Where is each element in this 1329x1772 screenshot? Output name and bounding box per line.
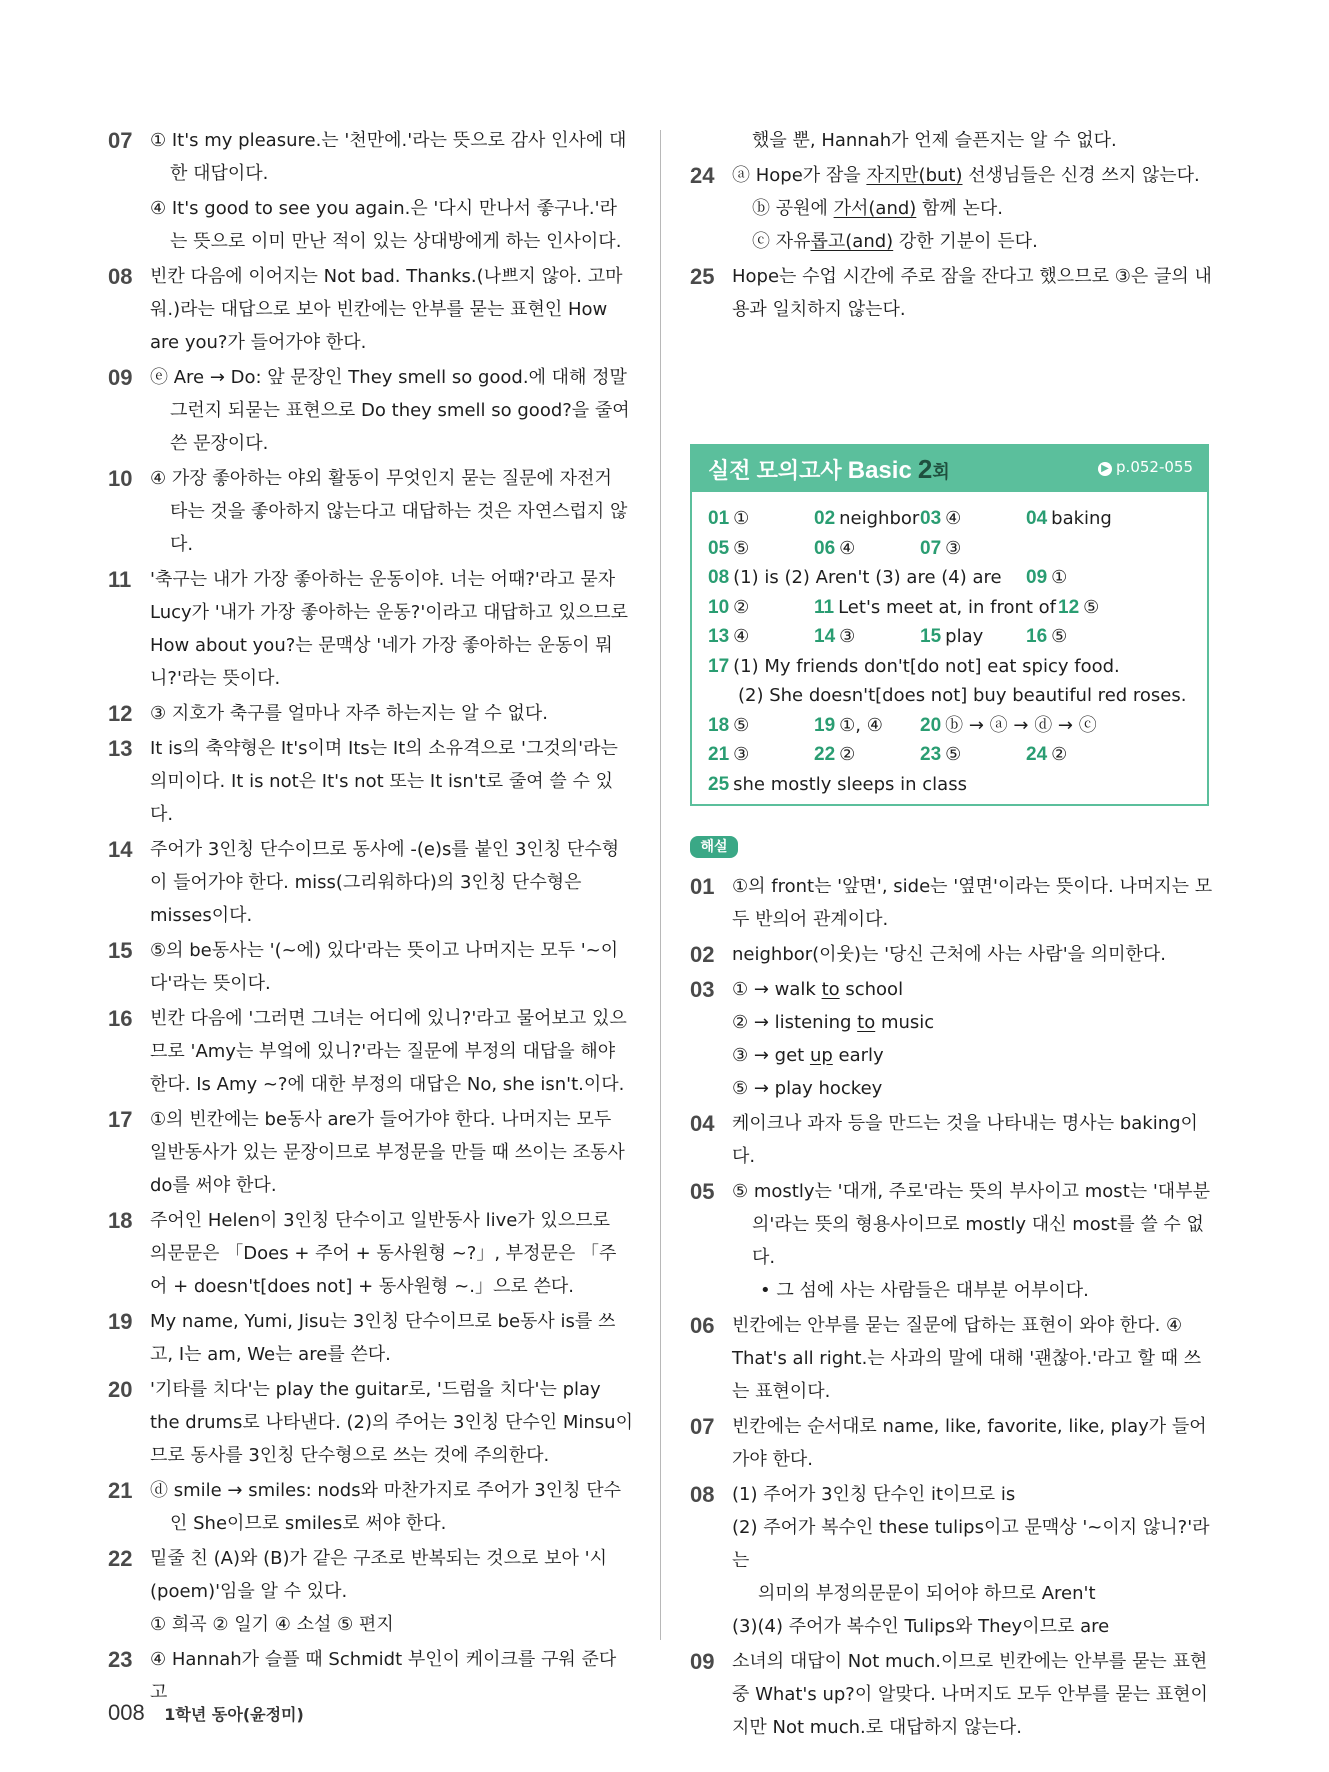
question-number: 13 (108, 736, 133, 761)
answer-item: 24 ② (1026, 744, 1068, 765)
answer-item: 05 ⑤ (708, 537, 750, 559)
question-22 (108, 1542, 633, 1641)
explanation-line: ⑤ → play hockey (732, 1078, 883, 1099)
explanation-line: ⑤ mostly는 '대개, 주로'라는 뜻의 부사이고 most는 '대부분의'라는 뜻의 형용사이므로 mostly 대신 most를 쓸 수 없다. (732, 1181, 1210, 1268)
explanation-line: ② → listening to music (732, 1012, 935, 1033)
question-number: 01 (690, 874, 715, 899)
answer-row (708, 652, 1198, 682)
question-number: 22 (108, 1546, 133, 1571)
question-25 (690, 260, 1215, 326)
answer-grid (708, 504, 1198, 799)
explanation-line: ④ 가장 좋아하는 야외 활동이 무엇인지 묻는 질문에 자전거 타는 것을 좋아하지 않는다고 대답하는 것은 자연스럽지 않다. (150, 468, 628, 555)
answer-item: 01 ① (708, 508, 750, 529)
answer-item: 06 ④ (814, 537, 856, 559)
explanation-line: ⓒ 자유롭고(and) 강한 기분이 든다. (752, 231, 1038, 252)
question-number: 12 (108, 701, 133, 726)
explanation-line: ⓔ Are → Do: 앞 문장인 They smell so good.에 대해 정말 그런지 되묻는 표현으로 Do they smell so good?을 줄여 쓴 문장이다. (150, 367, 630, 454)
answer-item: 07 ③ (920, 537, 962, 559)
explanation-line: 케이크나 과자 등을 만드는 것을 나타내는 명사는 baking이다. (732, 1113, 1198, 1167)
question-number: 23 (108, 1647, 133, 1672)
explanation-line: Hope는 수업 시간에 주로 잠을 잔다고 했으므로 ③은 글의 내용과 일치하지 않는다. (732, 266, 1212, 320)
answer-item: 02 neighbor (814, 508, 920, 529)
answer-item: 03 ④ (920, 508, 962, 529)
column-divider (660, 130, 661, 1640)
explanation-line: ④ It's good to see you again.은 '다시 만나서 좋구나.'라는 뜻으로 이미 만난 적이 있는 상대방에게 하는 인사이다. (150, 198, 622, 252)
explanation-line: 했을 뿐, Hannah가 언제 슬픈지는 알 수 없다. (752, 130, 1117, 151)
answer-item: 21 ③ (708, 744, 750, 765)
question-number: 16 (108, 1006, 133, 1031)
explanation-line: 주어인 Helen이 3인칭 단수이고 일반동사 live가 있으므로 의문문은 「Does + 주어 + 동사원형 ~?」, 부정문은 「주어 + doesn't[does not] + 동사원형 ~.」으로 쓴다. (150, 1210, 617, 1297)
question-number: 21 (108, 1478, 133, 1503)
question-14 (108, 833, 633, 932)
answer-row (708, 534, 1198, 564)
question-18 (108, 1204, 633, 1303)
question-number: 11 (108, 567, 132, 592)
question-13 (108, 732, 633, 831)
arrow-right-icon: ▶ (1098, 462, 1112, 476)
question-10 (108, 462, 633, 561)
explanations (690, 870, 1215, 1746)
answer-item: 20 ⓑ → ⓐ → ⓓ → ⓒ (920, 714, 1097, 736)
question-number: 08 (690, 1482, 715, 1507)
answer-item: 10 ② (708, 596, 750, 618)
question-number: 06 (690, 1313, 715, 1338)
question-12 (108, 697, 633, 730)
question-number: 24 (690, 163, 715, 188)
book-title: 1학년 동아(윤정미) (164, 1705, 304, 1724)
answer-key-title: 실전 모의고사 Basic 2회 (708, 454, 950, 484)
explanation-line: neighbor(이웃)는 '당신 근처에 사는 사람'을 의미한다. (732, 944, 1167, 965)
question-number: 09 (690, 1649, 715, 1674)
answer-item: 17 (1) My friends don't[do not] eat spicy food. (708, 655, 1120, 677)
explanation-line: ⓓ smile → smiles: nods와 마찬가지로 주어가 3인칭 단수인 She이므로 smiles로 써야 한다. (150, 1480, 621, 1534)
explanation-line: ① → walk to school (732, 979, 904, 1000)
question-number: 25 (690, 264, 715, 289)
explanation-line: My name, Yumi, Jisu는 3인칭 단수이므로 be동사 is를 쓰고, I는 am, We는 are를 쓴다. (150, 1311, 616, 1365)
answer-row (708, 593, 1198, 623)
question-07 (108, 124, 633, 258)
explanation-line: (1) 주어가 3인칭 단수인 it이므로 is (732, 1484, 1016, 1505)
answer-item: 14 ③ (814, 626, 856, 647)
page-number: 008 (108, 1700, 145, 1725)
explanation-line: '축구는 내가 가장 좋아하는 운동이야. 너는 어때?'라고 묻자 Lucy가 '내가 가장 좋아하는 운동?'이라고 대답하고 있으므로 How about you?는 문맥상 '네가 가장 좋아하는 운동이 뭐니?'라는 뜻이다. (150, 569, 628, 689)
question-number: 14 (108, 837, 133, 862)
question-number: 05 (690, 1179, 715, 1204)
explanation-line: ①의 빈칸에는 be동사 are가 들어가야 한다. 나머지는 모두 일반동사가 있는 문장이므로 부정문을 만들 때 쓰이는 조동사 do를 써야 한다. (150, 1109, 625, 1196)
question-number: 10 (108, 466, 133, 491)
answer-key-header (690, 444, 1209, 492)
explanation-line: 주어가 3인칭 단수이므로 동사에 -(e)s를 붙인 3인칭 단수형이 들어가야 한다. miss(그리워하다)의 3인칭 단수형은 misses이다. (150, 839, 620, 926)
answer-item: 16 ⑤ (1026, 626, 1068, 647)
question-09 (108, 361, 633, 460)
question-number: 15 (108, 938, 133, 963)
explanation-line: ⓐ Hope가 잠을 자지만(but) 선생님들은 신경 쓰지 않는다. (732, 165, 1200, 186)
explanation-line: 빈칸 다음에 '그러면 그녀는 어디에 있니?'라고 물어보고 있으므로 'Amy는 부엌에 있니?'라는 질문에 부정의 대답을 해야 한다. Is Amy ~?에 대한 부정의 대답은 No, she isn't.이다. (150, 1008, 627, 1095)
explanation-02 (690, 938, 1215, 971)
answer-item: 23 ⑤ (920, 744, 962, 765)
explanation-line: It is의 축약형은 It's이며 Its는 It의 소유격으로 '그것의'라는 의미이다. It is not은 It's not 또는 It isn't로 줄여 쓸 수 있다. (150, 738, 618, 825)
explanation-line: 빈칸에는 순서대로 name, like, favorite, like, play가 들어가야 한다. (732, 1416, 1207, 1470)
question-24 (690, 159, 1215, 258)
question-number: 18 (108, 1208, 133, 1233)
explanation-line: 빈칸에는 안부를 묻는 질문에 답하는 표현이 와야 한다. ④ That's all right.는 사과의 말에 대해 '괜찮아.'라고 할 때 쓰는 표현이다. (732, 1315, 1202, 1402)
explanation-09 (690, 1645, 1215, 1744)
page-range: ▶ p.052-055 (1098, 458, 1193, 476)
explanation-line: ③ 지호가 축구를 얼마나 자주 하는지는 알 수 없다. (150, 703, 549, 724)
answer-row (708, 622, 1198, 652)
explanation-04 (690, 1107, 1215, 1173)
answer-item: 19 ①, ④ (814, 714, 883, 736)
answer-item: 08 (1) is (2) Aren't (3) are (4) are (708, 567, 1002, 588)
question-number: 08 (108, 264, 133, 289)
question-number: 04 (690, 1111, 715, 1136)
answer-item: (2) She doesn't[does not] buy beautiful red roses. (738, 685, 1187, 706)
answer-row (708, 681, 1198, 711)
answer-row (708, 770, 1198, 800)
answer-item: 11 Let's meet at, in front of (814, 596, 1057, 618)
question-17 (108, 1103, 633, 1202)
question-08 (108, 260, 633, 359)
answer-key-box (690, 444, 1209, 806)
answer-item: 25 she mostly sleeps in class (708, 773, 967, 795)
question-number: 20 (108, 1377, 133, 1402)
answer-row (708, 563, 1198, 593)
question-16 (108, 1002, 633, 1101)
explanation-line: ① 희곡 ② 일기 ④ 소설 ⑤ 편지 (150, 1614, 394, 1635)
answer-row (708, 711, 1198, 741)
explanation-badge: 해설 (690, 836, 738, 858)
answer-item: 04 baking (1026, 508, 1112, 529)
answer-item: 12 ⑤ (1058, 596, 1100, 618)
right-column (690, 124, 1215, 328)
explanation-03 (690, 973, 1215, 1105)
explanation-06 (690, 1309, 1215, 1408)
question-19 (108, 1305, 633, 1371)
explanation-line: (3)(4) 주어가 복수인 Tulips와 They이므로 are (732, 1616, 1110, 1637)
question-15 (108, 934, 633, 1000)
question-20 (108, 1373, 633, 1472)
question-23-continued (690, 124, 1215, 157)
question-number: 07 (690, 1414, 715, 1439)
example-note: • 그 섬에 사는 사람들은 대부분 어부이다. (760, 1280, 1089, 1301)
explanation-01 (690, 870, 1215, 936)
answer-item: 09 ① (1026, 567, 1068, 588)
answer-row (708, 740, 1198, 770)
explanation-07 (690, 1410, 1215, 1476)
left-column (108, 124, 633, 1711)
explanation-line: 소녀의 대답이 Not much.이므로 빈칸에는 안부를 묻는 표현 중 What's up?이 알맞다. 나머지도 모두 안부를 묻는 표현이지만 Not much.로 대답하지 않는다. (732, 1651, 1208, 1738)
question-number: 02 (690, 942, 715, 967)
answer-item: 22 ② (814, 744, 856, 765)
question-number: 09 (108, 365, 133, 390)
answer-row (708, 504, 1198, 534)
answer-item: 15 play (920, 626, 984, 647)
explanation-line: ③ → get up early (732, 1045, 884, 1066)
explanation-line: '기타를 치다'는 play the guitar로, '드럼을 치다'는 play the drums로 나타낸다. (2)의 주어는 3인칭 단수인 Minsu이므로 동사를 3인칭 단수형으로 쓰는 것에 주의한다. (150, 1379, 633, 1466)
explanation-08 (690, 1478, 1215, 1643)
explanation-line: ⑤의 be동사는 '(~에) 있다'라는 뜻이고 나머지는 모두 '~이다'라는 뜻이다. (150, 940, 619, 994)
answer-item: 18 ⑤ (708, 714, 750, 736)
explanation-line: ①의 front는 '앞면', side는 '옆면'이라는 뜻이다. 나머지는 모두 반의어 관계이다. (732, 876, 1213, 930)
explanation-line: ⓑ 공원에 가서(and) 함께 논다. (752, 198, 1004, 219)
explanation-05 (690, 1175, 1215, 1307)
question-11 (108, 563, 633, 695)
question-number: 19 (108, 1309, 133, 1334)
page-footer (108, 1700, 304, 1726)
explanation-line: 빈칸 다음에 이어지는 Not bad. Thanks.(나쁘지 않아. 고마워.)라는 대답으로 보아 빈칸에는 안부를 묻는 표현인 How are you?가 들어가야 한다. (150, 266, 623, 353)
question-number: 07 (108, 128, 133, 153)
explanation-line: 의미의 부정의문문이 되어야 하므로 Aren't (758, 1583, 1096, 1604)
question-number: 17 (108, 1107, 133, 1132)
question-21 (108, 1474, 633, 1540)
explanation-line: (2) 주어가 복수인 these tulips이고 문맥상 '~이지 않니?'라는 (732, 1517, 1210, 1571)
question-number: 03 (690, 977, 715, 1002)
explanation-line: ① It's my pleasure.는 '천만에.'라는 뜻으로 감사 인사에 대한 대답이다. (150, 130, 627, 184)
answer-item: 13 ④ (708, 626, 750, 647)
explanation-line: 밑줄 친 (A)와 (B)가 같은 구조로 반복되는 것으로 보아 '시(poem)'임을 알 수 있다. (150, 1548, 607, 1602)
explanation-line: ④ Hannah가 슬플 때 Schmidt 부인이 케이크를 구워 준다고 (150, 1649, 617, 1703)
